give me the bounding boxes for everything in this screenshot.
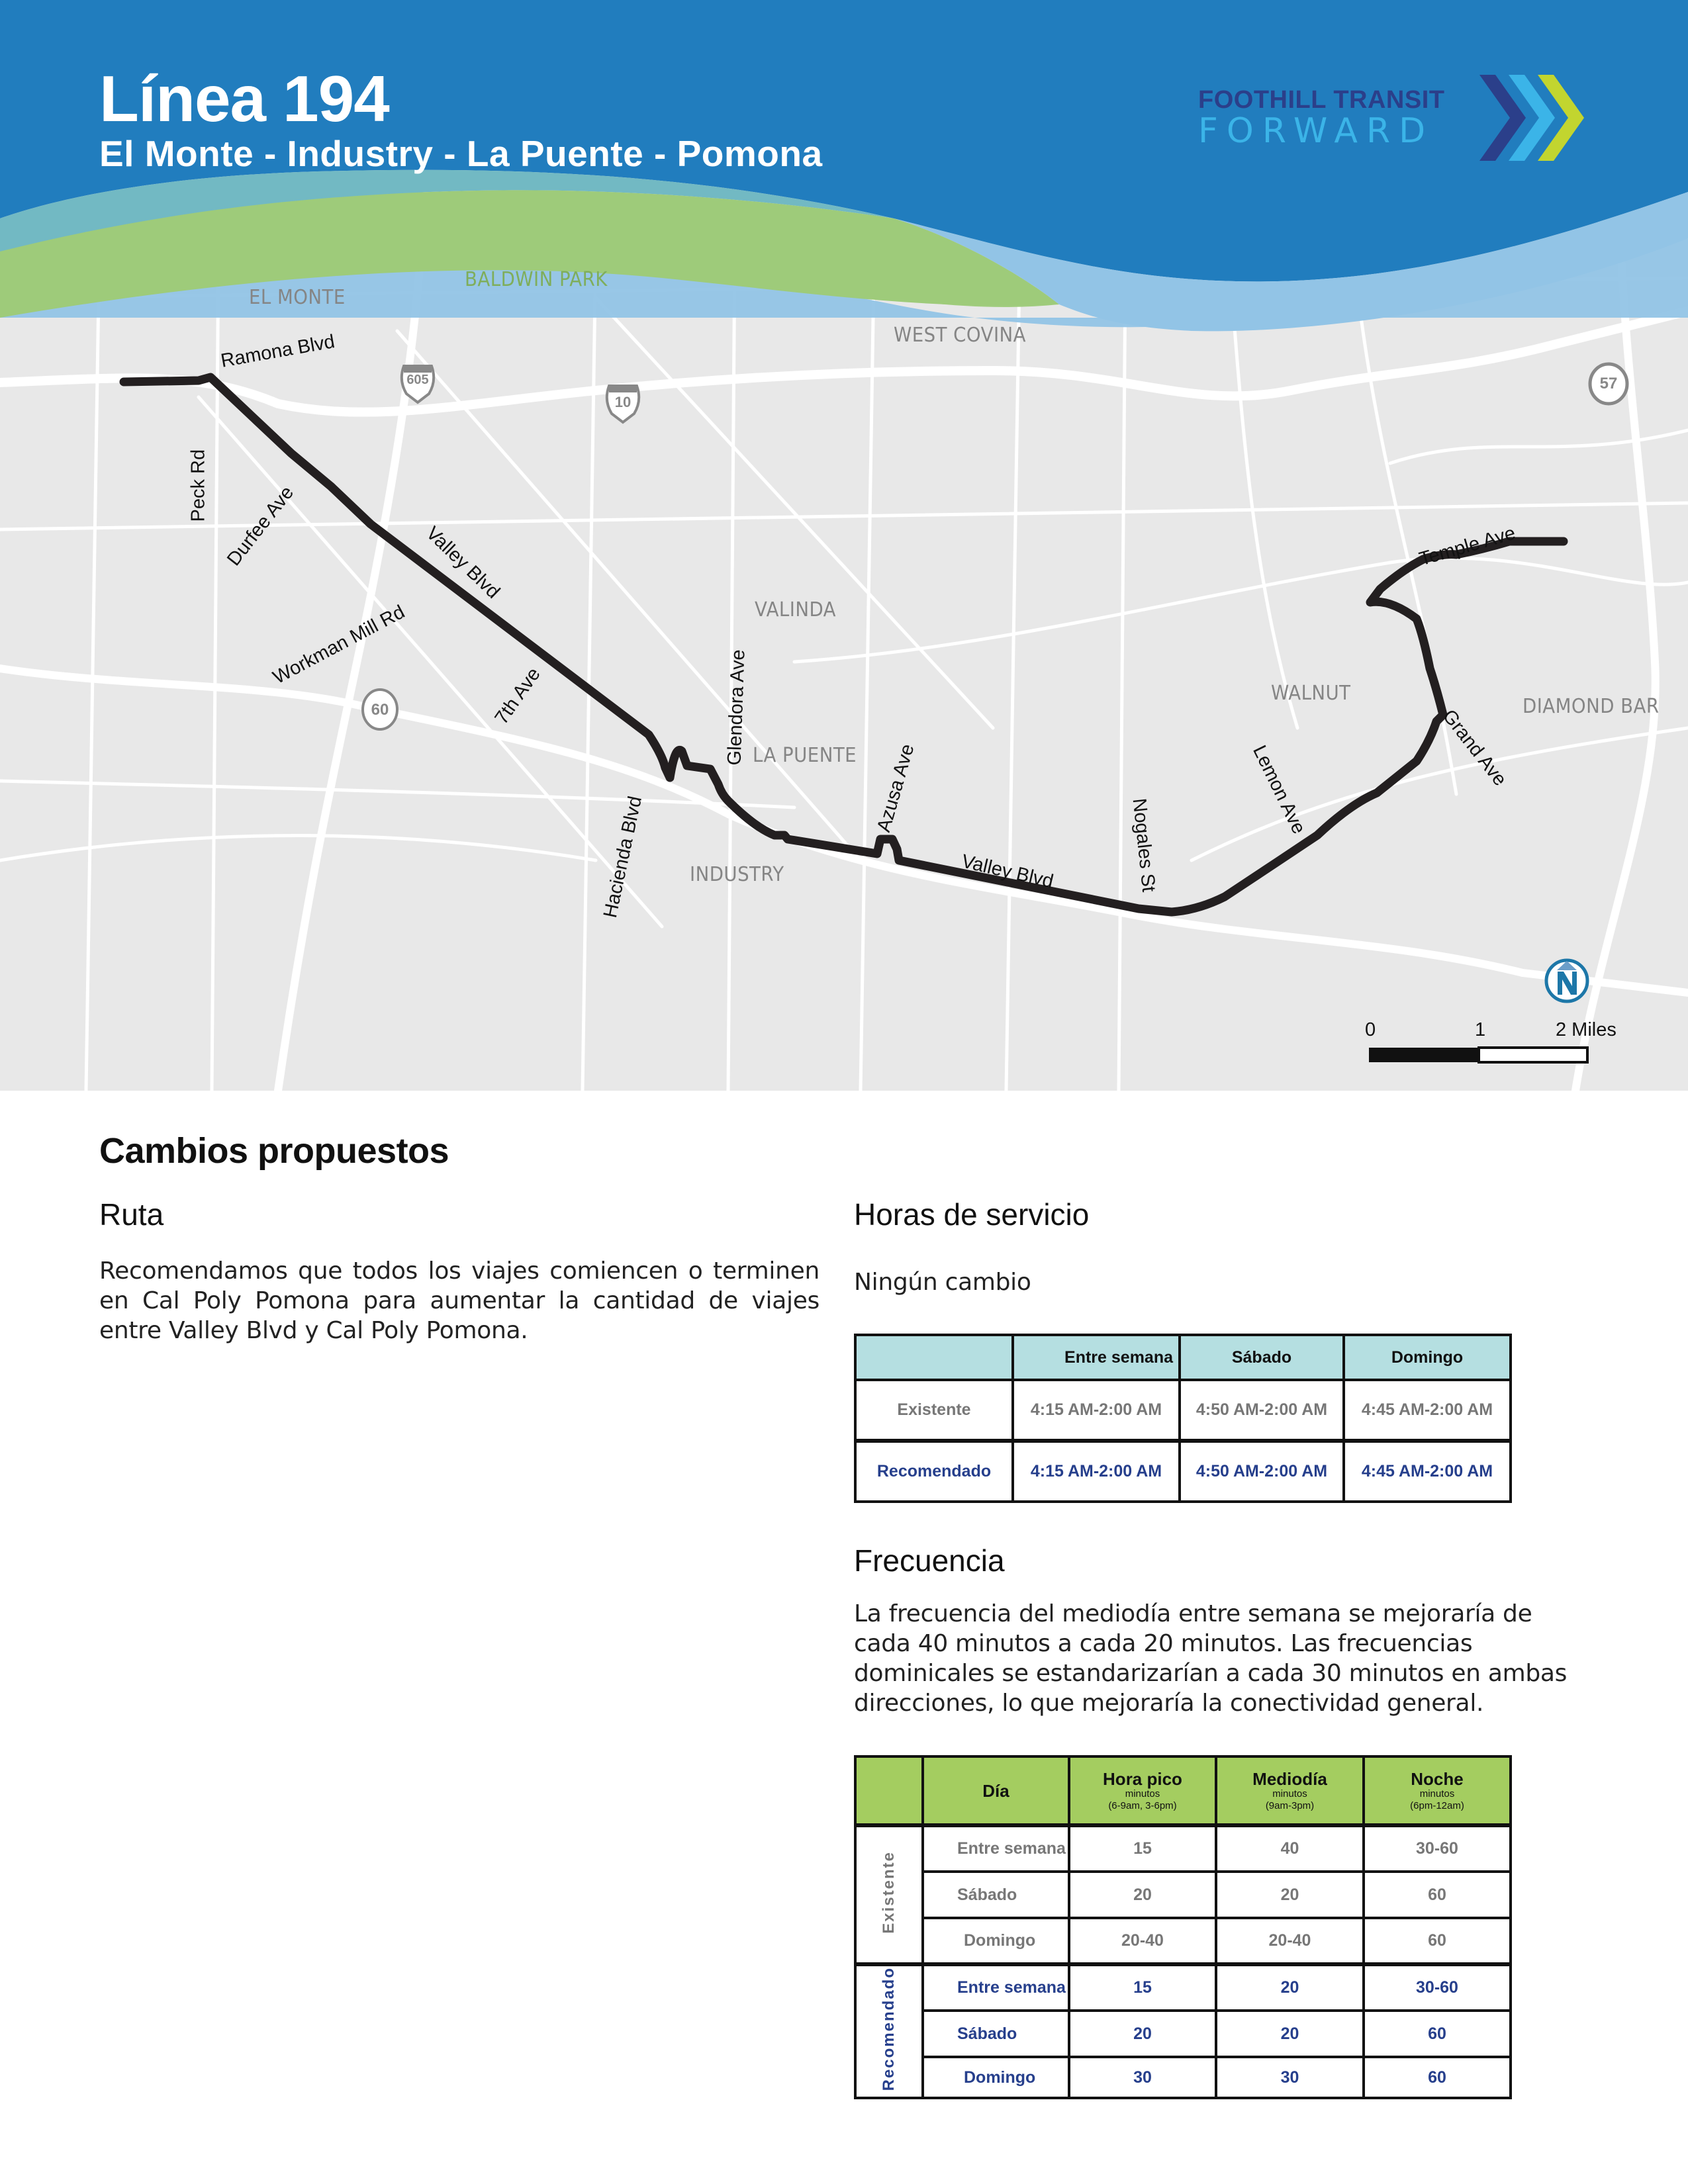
street-label-ramona-blvd: Ramona Blvd [219, 331, 337, 372]
frequency-cell: 60 [1364, 1918, 1511, 1964]
street-label-workman-mill-rd: Workman Mill Rd [269, 601, 408, 689]
street-label-nogales-st: Nogales St [1128, 797, 1160, 893]
frequency-cell: 40 [1216, 1825, 1364, 1872]
scale-label-0: 0 [1365, 1019, 1376, 1040]
logo-line-1: FOOTHILL TRANSIT [1198, 86, 1445, 114]
frequency-cell: 30 [1216, 2057, 1364, 2098]
frequency-cell: 60 [1364, 2011, 1511, 2057]
chevron-arrows-icon [1479, 71, 1592, 164]
service-hours-header-saturday: Sábado [1180, 1335, 1344, 1380]
service-hours-row-recomendado [855, 1441, 1511, 1502]
service-hours-cell: 4:50 AM-2:00 AM [1180, 1441, 1344, 1502]
frequency-header-unit: minutos [1125, 1788, 1160, 1799]
frecuencia-description: La frecuencia del mediodía entre semana se mejoraría de cada 40 minutos a cada 20 minutos. Las frecuencias dominicales se estandarizarían a cada 30 minutos en ambas direcciones, lo que mejoraría la conectividad general. [854, 1600, 1568, 1717]
highway-10-number: 10 [614, 394, 632, 410]
service-hours-cell: 4:15 AM-2:00 AM [1013, 1441, 1180, 1502]
service-hours-cell: 4:45 AM-2:00 AM [1344, 1380, 1511, 1441]
frequency-group-label: Existente [880, 1851, 898, 1934]
ruta-description: Recomendamos que todos los viajes comiencen o terminen en Cal Poly Pomona para aumentar la cantidad de viajes entre Valley Blvd y Cal Poly Pomona. [99, 1257, 820, 1344]
city-label-walnut: WALNUT [1271, 682, 1351, 705]
section-heading-horas-de-servicio: Horas de servicio [854, 1197, 1090, 1232]
scale-label-1: 1 [1475, 1019, 1486, 1040]
street-label-hacienda-blvd: Hacienda Blvd [599, 794, 647, 920]
frequency-header-label: Mediodía [1252, 1768, 1327, 1789]
highway-605-number: 605 [406, 373, 429, 387]
highway-57-number: 57 [1599, 375, 1618, 392]
frequency-header-unit: minutos [1419, 1788, 1455, 1799]
city-label-la-puente: LA PUENTE [753, 744, 857, 767]
frequency-row [855, 1964, 1511, 2011]
frequency-day: Entre semana [923, 1964, 1069, 2011]
frequency-cell: 15 [1069, 1964, 1216, 2011]
north-arrow-icon [1546, 960, 1587, 1001]
frequency-header-dia [923, 1756, 1069, 1825]
street-label-azusa-ave: Azusa Ave [873, 741, 919, 835]
city-label-valinda: VALINDA [755, 598, 837, 621]
frequency-row [855, 2057, 1511, 2098]
frequency-day: Sábado [923, 2011, 1069, 2057]
service-hours-header-blank [855, 1335, 1013, 1380]
city-label-el-monte: EL MONTE [249, 286, 346, 309]
frequency-header-label: Hora pico [1103, 1768, 1182, 1789]
service-hours-row-label: Recomendado [855, 1441, 1013, 1502]
service-hours-cell: 4:45 AM-2:00 AM [1344, 1441, 1511, 1502]
street-label-grand-ave: Grand Ave [1438, 705, 1511, 790]
frequency-cell: 20-40 [1069, 1918, 1216, 1964]
street-label-7th-ave: 7th Ave [491, 664, 545, 729]
frequency-header-range: (6-9am, 3-6pm) [1108, 1799, 1177, 1811]
street-label-temple-ave: Temple Ave [1417, 522, 1518, 570]
frequency-table [854, 1755, 1512, 2099]
city-label-industry: INDUSTRY [690, 863, 784, 886]
frequency-day: Domingo [923, 1918, 1069, 1964]
service-hours-row-existente [855, 1380, 1511, 1441]
frequency-cell: 20 [1069, 2011, 1216, 2057]
frequency-cell: 20-40 [1216, 1918, 1364, 1964]
service-hours-header-row [855, 1335, 1511, 1380]
frequency-cell: 60 [1364, 2057, 1511, 2098]
frequency-row [855, 1872, 1511, 1918]
frequency-cell: 30 [1069, 2057, 1216, 2098]
street-label-peck-rd: Peck Rd [187, 449, 209, 522]
frequency-cell: 20 [1216, 1872, 1364, 1918]
frequency-day: Domingo [923, 2057, 1069, 2098]
frequency-header-mediodia [1216, 1756, 1364, 1825]
frequency-cell: 15 [1069, 1825, 1216, 1872]
frequency-header-blank [855, 1756, 923, 1825]
city-label-west-covina: WEST COVINA [894, 324, 1026, 347]
service-hours-cell: 4:50 AM-2:00 AM [1180, 1380, 1344, 1441]
section-heading-ruta: Ruta [99, 1197, 164, 1232]
frequency-cell: 30-60 [1364, 1825, 1511, 1872]
frequency-day: Sábado [923, 1872, 1069, 1918]
frequency-header-label: Noche [1411, 1768, 1464, 1789]
street-label-glendora-ave: Glendora Ave [724, 649, 749, 766]
frequency-row [855, 1825, 1511, 1872]
frequency-cell: 20 [1069, 1872, 1216, 1918]
frequency-cell: 60 [1364, 1872, 1511, 1918]
frequency-header-range: (9am-3pm) [1265, 1799, 1315, 1811]
frequency-day: Entre semana [923, 1825, 1069, 1872]
service-hours-header-weekday: Entre semana [1013, 1335, 1180, 1380]
section-heading-frecuencia: Frecuencia [854, 1543, 1005, 1578]
frequency-row [855, 2011, 1511, 2057]
frequency-group-existente [855, 1825, 923, 1964]
horas-description: Ningún cambio [854, 1269, 1031, 1296]
page-subtitle: El Monte - Industry - La Puente - Pomona [99, 133, 823, 174]
frequency-cell: 30-60 [1364, 1964, 1511, 2011]
service-hours-row-label: Existente [855, 1380, 1013, 1441]
scale-bar [1369, 1048, 1587, 1062]
foothill-transit-forward-logo [1198, 71, 1595, 164]
street-label-durfee-ave: Durfee Ave [222, 482, 299, 570]
frequency-header-row [855, 1756, 1511, 1825]
frequency-header-dia-label: Día [982, 1780, 1009, 1801]
logo-line-2: FORWARD [1198, 111, 1434, 151]
frequency-header-noche [1364, 1756, 1511, 1825]
city-label-baldwin-park: BALDWIN PARK [465, 268, 608, 291]
service-hours-header-sunday: Domingo [1344, 1335, 1511, 1380]
frequency-group-label: Recomendado [880, 1967, 898, 2091]
service-hours-table [854, 1334, 1512, 1503]
street-label-valley-blvd-west: Valley Blvd [422, 522, 504, 603]
frequency-header-unit: minutos [1272, 1788, 1307, 1799]
street-label-valley-blvd-east: Valley Blvd [959, 850, 1056, 893]
street-label-lemon-ave: Lemon Ave [1248, 742, 1310, 838]
city-label-diamond-bar: DIAMOND BAR [1523, 695, 1660, 718]
frequency-header-hora-pico [1069, 1756, 1216, 1825]
frequency-cell: 20 [1216, 1964, 1364, 2011]
section-title-cambios-propuestos: Cambios propuestos [99, 1131, 449, 1171]
frequency-row [855, 1918, 1511, 1964]
page-title: Línea 194 [99, 62, 389, 135]
frequency-group-recomendado [855, 1964, 923, 2098]
frequency-cell: 20 [1216, 2011, 1364, 2057]
service-hours-cell: 4:15 AM-2:00 AM [1013, 1380, 1180, 1441]
frequency-header-range: (6pm-12am) [1410, 1799, 1464, 1811]
scale-label-2-miles: 2 Miles [1556, 1019, 1617, 1040]
highway-60-number: 60 [371, 701, 389, 719]
